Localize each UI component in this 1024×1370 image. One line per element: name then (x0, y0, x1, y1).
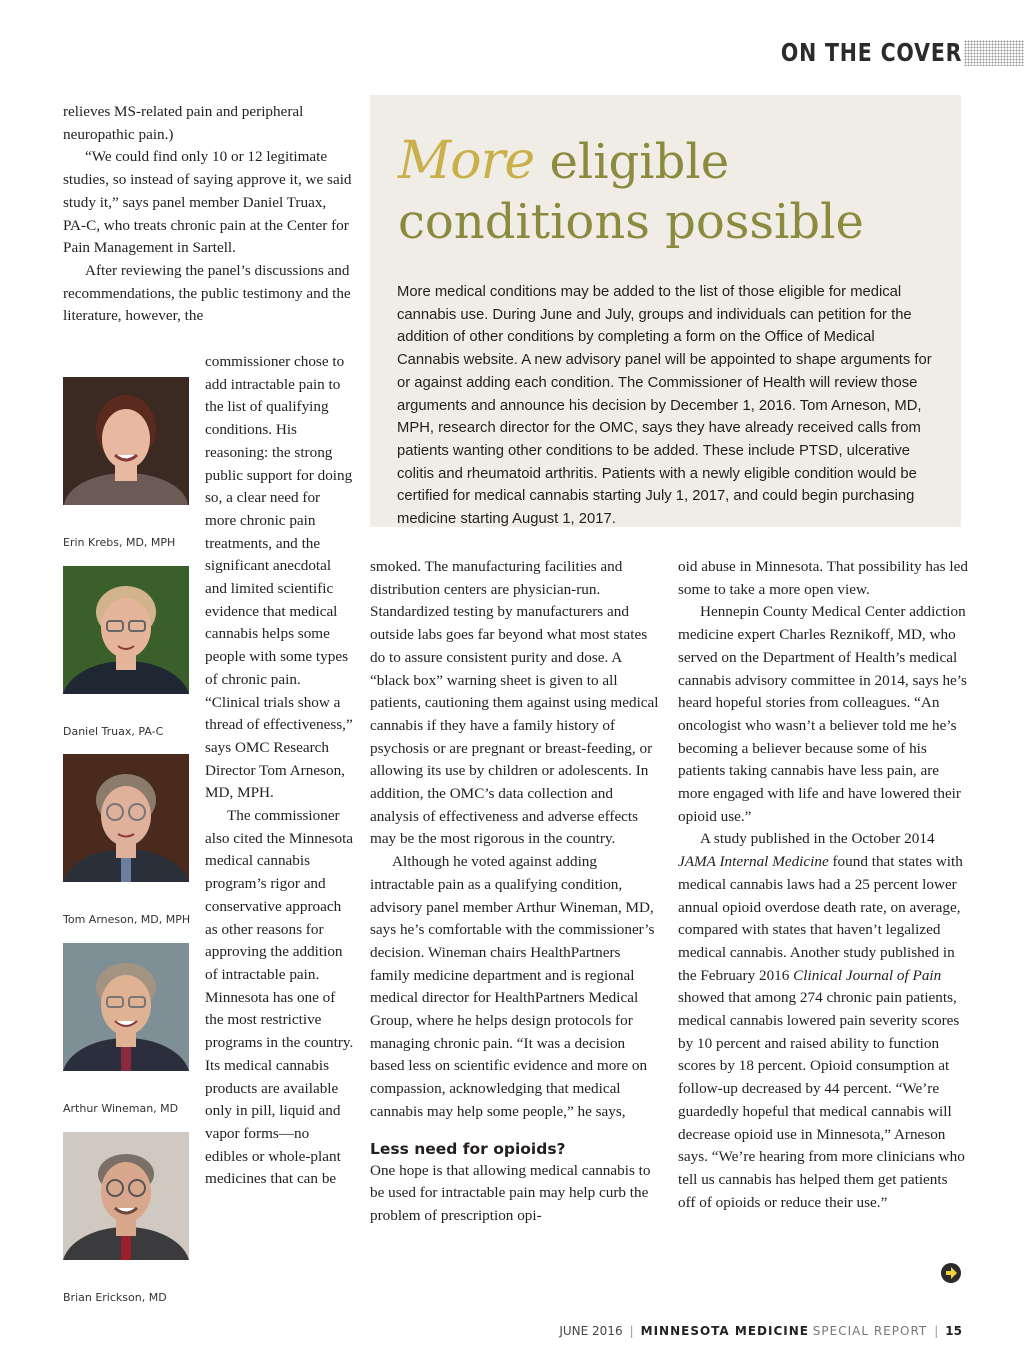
sidebar-title-line1: eligible (534, 134, 730, 190)
sidebar-title-line2: conditions possible (398, 194, 864, 250)
journal-cjp: Clinical Journal of Pain (793, 966, 942, 984)
col3-para-1: oid abuse in Minnesota. That possibility has led some to take a more open view. (678, 558, 968, 598)
portrait-brian-erickson (63, 1132, 189, 1260)
col3-para-3 (678, 828, 968, 1214)
column-1 (63, 101, 353, 328)
section-pattern (964, 40, 1024, 66)
col3-para-2: Hennepin County Medical Center addiction medicine expert Charles Reznikoff, MD, who served on the Department of Health’s medical cannabis advisory committee in 2014, says he’s heard hopeful stories from colleagues. “An oncologist who wasn’t a believer told me he’s becoming a believer because some of his patients taking cannabis have less pain, are more engaged with life and have lowered their opioid use.” (678, 603, 967, 825)
sidebar-body: More medical conditions may be added to the list of those eligible for medical cannabis use. During June and July, groups and individuals can petition for the addition of other conditions by completing a form on the Office of Medical Cannabis website. A new advisory panel will be appointed to shape arguments for or against adding each condition. The Commissioner of Health will review those arguments and announce his decision by December 1, 2016. Tom Arneson, MD, MPH, research director for the OMC, says they have already received calls from patients wanting other conditions to be added. These include PTSD, ulcerative colitis and rheumatoid arthritis. Patients with a newly eligible condition would be certified for medical cannabis starting July 1, 2017, and could begin purchasing medicine starting August 1, 2017. (397, 284, 932, 528)
page-footer: JUNE 2016 | MINNESOTA MEDICINE SPECIAL REPORT | 15 (559, 1324, 962, 1338)
page-number: 15 (945, 1324, 962, 1338)
col1-para-3: After reviewing the panel’s discussions and recommendations, the public testimony and the literature, however, the (63, 261, 351, 325)
column-3 (678, 556, 968, 1214)
col1-para-2: “We could find only 10 or 12 legitimate studies, so instead of saying approve it, we said study it,” says panel member Daniel Truax, PA-C, who treats chronic pain at the Center for Pain Management in Sartell. (63, 148, 352, 257)
section-title: ON THE COVER (780, 38, 962, 67)
portrait-tom-arneson (63, 754, 189, 882)
caption-erin-krebs: Erin Krebs, MD, MPH (63, 536, 176, 549)
journal-jama: JAMA Internal Medicine (678, 853, 829, 871)
col2-para-1: smoked. The manufacturing facilities and distribution centers are physician-run. Standardized testing by manufacturers and outside labs goes far beyond what most states do to assure consistent purity and dose. A “black box” warning sheet is given to all patients, cautioning them against using medical cannabis if they have a family history of psychosis or are pregnant or breast-feeding, or allowing its use by children or adolescents. In addition, the OMC’s data collection and analysis of effectiveness and adverse effects may be the most rigorous in the country. (370, 558, 659, 848)
column-1-narrow (205, 351, 355, 1191)
portrait-arthur-wineman (63, 943, 189, 1071)
caption-daniel-truax: Daniel Truax, PA-C (63, 725, 164, 738)
caption-tom-arneson: Tom Arneson, MD, MPH (63, 913, 191, 926)
col1-narrow-para-2: The commissioner also cited the Minnesota medical cannabis program’s rigor and conservative approach as other reasons for approving the addition of intractable pain. Minnesota has one of the most restrictive programs in the country. Its medical cannabis products are available only in pill, liquid and vapor forms—no edibles or whole-plant medicines that can be (205, 807, 354, 1188)
col1-narrow-para-1: commissioner chose to add intractable pain to the list of qualifying conditions. His reasoning: the strong public support for doing so, a clear need for more chronic pain treatments, and the significant anecdotal and limited scientific evidence that medical cannabis helps some people with some types of chronic pain. “Clinical trials show a thread of effectiveness,” says OMC Research Director Tom Arneson, MD, MPH. (205, 353, 353, 802)
study-end: showed that among 274 chronic pain patients, medical cannabis lowered pain severity scores by 10 percent and raised ability to function scores by 18 percent. Opioid consumption at follow-up decreased by 44 percent. “We’re guardedly hopeful that medical cannabis will decrease opioid use in Minnesota,” Arneson says. “We’re hearing from more clinicians who tell us cannabis has helped them get patients off of opioids or reduce their use.” (678, 989, 965, 1211)
col1-para-1: relieves MS-related pain and peripheral neuropathic pain.) (63, 103, 304, 143)
sidebar-box (370, 95, 961, 527)
col2-para-2: Although he voted against adding intractable pain as a qualifying condition, advisory panel member Arthur Wineman, MD, says he’s comfortable with the commissioner’s decision. Wineman chairs HealthPartners family medicine department and is regional medical director for HealthPartners Medical Group, where he helps design protocols for managing chronic pain. “It was a decision based less on scientific evidence and more on compassion, acknowledging that medical cannabis may help some people,” he says, (370, 853, 655, 1120)
sidebar-title-script: More (398, 131, 535, 191)
portrait-daniel-truax (63, 566, 189, 694)
footer-date: JUNE 2016 (559, 1324, 623, 1338)
sidebar-title (398, 131, 958, 252)
caption-arthur-wineman: Arthur Wineman, MD (63, 1102, 179, 1115)
footer-publication: MINNESOTA MEDICINE (640, 1324, 809, 1338)
study-mid: found that states with medical cannabis laws had a 25 percent lower annual opioid overdose death rate, on average, compared with states that haven’t legalized medical cannabis. Another study published in the February 2016 (678, 853, 963, 984)
portrait-erin-krebs (63, 377, 189, 505)
study-intro: A study published in the October 2014 (700, 830, 935, 848)
subhead-opioids: Less need for opioids? (370, 1139, 566, 1158)
column-2 (370, 556, 660, 1228)
caption-brian-erickson: Brian Erickson, MD (63, 1291, 167, 1304)
footer-report: SPECIAL REPORT (812, 1324, 928, 1338)
col2-para-3: One hope is that allowing medical cannabis to be used for intractable pain may help curb the problem of prescription opi- (370, 1161, 651, 1224)
continue-arrow-icon (940, 1262, 962, 1284)
